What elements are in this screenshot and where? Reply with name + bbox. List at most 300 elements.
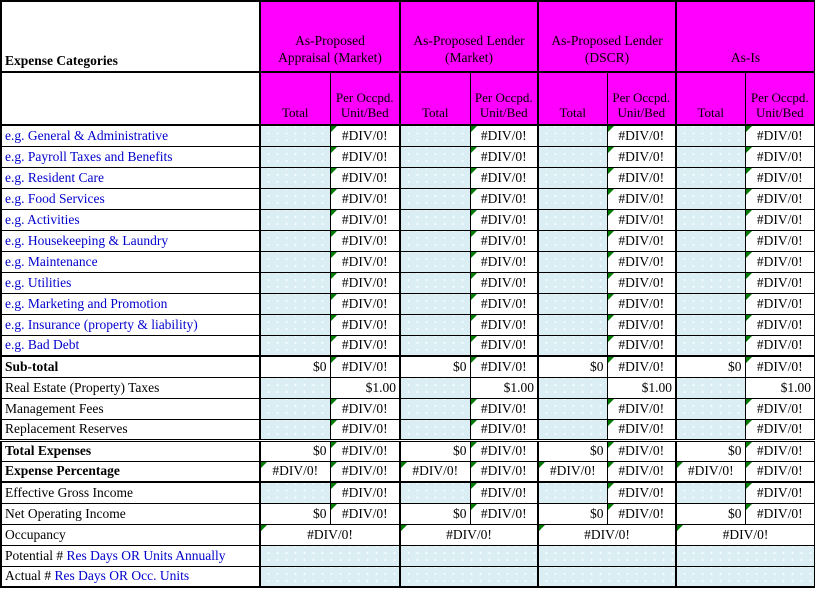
cell-merged[interactable] <box>676 545 815 566</box>
error-indicator-icon <box>331 147 337 153</box>
cell-per-unit[interactable] <box>607 146 676 167</box>
cell-merged[interactable] <box>676 566 815 587</box>
cell-value: #DIV/0! <box>480 211 527 227</box>
cell-value: #DIV/0! <box>341 358 388 374</box>
subheader-per-occpd-unit-bed[interactable]: Per Occpd. Unit/Bed <box>745 72 815 125</box>
cell-per-unit[interactable] <box>607 398 676 419</box>
error-indicator-icon <box>746 336 752 342</box>
cell-value: #DIV/0! <box>341 443 388 458</box>
cell-per-unit[interactable] <box>745 419 815 440</box>
cell-per-unit[interactable] <box>607 419 676 440</box>
cell-value: #DIV/0! <box>756 337 803 353</box>
cell-total[interactable] <box>538 461 607 482</box>
cell-value: #DIV/0! <box>480 484 527 500</box>
error-indicator-icon <box>608 168 614 174</box>
cell-total[interactable] <box>676 209 745 230</box>
subcolumn-header-row <box>1 72 815 125</box>
cell-per-unit[interactable] <box>607 293 676 314</box>
cell-total[interactable] <box>538 146 607 167</box>
cell-per-unit[interactable] <box>745 230 815 251</box>
cell-total[interactable]: $0 <box>260 503 330 524</box>
cell-per-unit[interactable] <box>745 188 815 209</box>
cell-total[interactable] <box>676 314 745 335</box>
cell-total[interactable]: $0 <box>538 440 607 461</box>
row-label[interactable]: Total Expenses <box>1 440 260 461</box>
cell-value: #DIV/0! <box>618 337 665 353</box>
cell-total[interactable] <box>538 419 607 440</box>
cell-total[interactable] <box>260 146 330 167</box>
cell-value: #DIV/0! <box>618 505 665 521</box>
cell-per-unit[interactable] <box>607 209 676 230</box>
cell-total[interactable] <box>676 146 745 167</box>
cell-per-unit[interactable] <box>745 167 815 188</box>
cell-per-unit[interactable] <box>470 293 538 314</box>
cell-value: #DIV/0! <box>756 400 803 416</box>
cell-per-unit[interactable] <box>470 356 538 377</box>
cell-total[interactable] <box>260 461 330 482</box>
error-indicator-icon <box>608 357 614 363</box>
cell-value: #DIV/0! <box>618 232 665 248</box>
cell-total[interactable]: $0 <box>260 356 330 377</box>
cell-per-unit[interactable] <box>607 314 676 335</box>
cell-per-unit[interactable] <box>470 461 538 482</box>
cell-total[interactable] <box>260 293 330 314</box>
cell-per-unit[interactable] <box>470 335 538 356</box>
cell-per-unit[interactable] <box>330 209 400 230</box>
cell-total[interactable] <box>400 251 470 272</box>
group-header-as-proposed-appraisal-market[interactable]: As-Proposed Appraisal (Market) <box>260 1 400 72</box>
row-label[interactable]: Occupancy <box>1 524 260 545</box>
expense-categories-header[interactable]: Expense Categories <box>1 1 260 72</box>
cell-total[interactable] <box>400 461 470 482</box>
group-header-as-is[interactable]: As-Is <box>676 1 815 72</box>
row-label[interactable]: e.g. Food Services <box>1 188 260 209</box>
cell-total[interactable]: $0 <box>538 503 607 524</box>
error-indicator-icon <box>331 252 337 258</box>
error-indicator-icon <box>261 462 267 468</box>
error-indicator-icon <box>331 315 337 321</box>
group-header-as-proposed-lender-dscr[interactable]: As-Proposed Lender (DSCR) <box>538 1 676 72</box>
cell-per-unit[interactable]: $1.00 <box>607 377 676 398</box>
cell-per-unit[interactable] <box>330 461 400 482</box>
cell-total[interactable]: $0 <box>676 503 745 524</box>
cell-total[interactable] <box>676 377 745 398</box>
cell-per-unit[interactable] <box>330 356 400 377</box>
subheader-total[interactable]: Total <box>676 72 745 125</box>
error-indicator-icon <box>331 168 337 174</box>
cell-value: #DIV/0! <box>618 148 665 164</box>
row-label[interactable]: e.g. Maintenance <box>1 251 260 272</box>
error-indicator-icon <box>746 483 752 489</box>
cell-per-unit[interactable] <box>470 440 538 461</box>
cell-total[interactable] <box>538 125 607 146</box>
cell-value: #DIV/0! <box>341 316 388 332</box>
cell-value: #DIV/0! <box>584 526 630 542</box>
cell-per-unit[interactable] <box>330 125 400 146</box>
cell-value: #DIV/0! <box>480 421 527 436</box>
cell-per-unit[interactable] <box>607 188 676 209</box>
cell-value: #DIV/0! <box>756 190 803 206</box>
subheader-per-occpd-unit-bed[interactable]: Per Occpd. Unit/Bed <box>607 72 676 125</box>
cell-total[interactable] <box>260 398 330 419</box>
cell-per-unit[interactable] <box>607 167 676 188</box>
cell-total[interactable] <box>676 335 745 356</box>
subheader-per-occpd-unit-bed[interactable]: Per Occpd. Unit/Bed <box>470 72 538 125</box>
error-indicator-icon <box>608 504 614 510</box>
cell-total[interactable] <box>400 125 470 146</box>
cell-value: #DIV/0! <box>756 484 803 500</box>
error-indicator-icon <box>331 442 337 448</box>
cell-total[interactable]: $0 <box>676 440 745 461</box>
cell-total[interactable] <box>676 230 745 251</box>
cell-value: #DIV/0! <box>618 211 665 227</box>
cell-total[interactable] <box>400 209 470 230</box>
cell-value: #DIV/0! <box>722 526 769 542</box>
cell-per-unit[interactable] <box>330 440 400 461</box>
cell-per-unit[interactable] <box>745 440 815 461</box>
error-indicator-icon <box>746 210 752 216</box>
cell-total[interactable] <box>538 398 607 419</box>
group-header-as-proposed-lender-market[interactable]: As-Proposed Lender (Market) <box>400 1 538 72</box>
cell-per-unit[interactable]: $1.00 <box>745 377 815 398</box>
cell-per-unit[interactable] <box>470 272 538 293</box>
cell-per-unit[interactable] <box>745 125 815 146</box>
cell-total[interactable]: $0 <box>400 503 470 524</box>
cell-total[interactable] <box>676 251 745 272</box>
cell-per-unit[interactable] <box>470 419 538 440</box>
table-row <box>1 230 815 251</box>
table-row <box>1 125 815 146</box>
cell-value: #DIV/0! <box>756 169 803 185</box>
cell-merged[interactable] <box>400 524 538 545</box>
cell-value: #DIV/0! <box>687 463 734 479</box>
error-indicator-icon <box>471 210 477 216</box>
table-row <box>1 356 815 377</box>
cell-total[interactable] <box>400 293 470 314</box>
cell-per-unit[interactable] <box>745 272 815 293</box>
error-indicator-icon <box>331 126 337 132</box>
cell-value: #DIV/0! <box>341 253 388 269</box>
cell-per-unit[interactable] <box>470 482 538 503</box>
cell-per-unit[interactable] <box>470 125 538 146</box>
row-label[interactable] <box>1 545 260 566</box>
error-indicator-icon <box>608 294 614 300</box>
cell-total[interactable] <box>400 314 470 335</box>
error-indicator-icon <box>331 294 337 300</box>
cell-per-unit[interactable] <box>330 482 400 503</box>
cell-value: #DIV/0! <box>480 295 527 311</box>
row-label-link: Res Days OR Units Annually <box>63 547 226 563</box>
cell-value: #DIV/0! <box>480 463 527 479</box>
cell-value: #DIV/0! <box>480 232 527 248</box>
cell-merged[interactable] <box>260 524 400 545</box>
cell-per-unit[interactable] <box>607 440 676 461</box>
table-row <box>1 146 815 167</box>
cell-total[interactable] <box>260 125 330 146</box>
cell-per-unit[interactable] <box>745 503 815 524</box>
error-indicator-icon <box>471 147 477 153</box>
error-indicator-icon <box>471 252 477 258</box>
group-header-row <box>1 1 815 72</box>
cell-value: #DIV/0! <box>618 421 665 436</box>
row-label[interactable] <box>1 566 260 587</box>
table-row <box>1 440 815 461</box>
cell-total[interactable] <box>538 167 607 188</box>
cell-per-unit[interactable] <box>607 272 676 293</box>
cell-per-unit[interactable] <box>607 356 676 377</box>
cell-total[interactable] <box>260 314 330 335</box>
cell-value: #DIV/0! <box>618 484 665 500</box>
cell-per-unit[interactable] <box>607 461 676 482</box>
cell-per-unit[interactable] <box>607 230 676 251</box>
error-indicator-icon <box>471 294 477 300</box>
error-indicator-icon <box>746 442 752 448</box>
cell-per-unit[interactable] <box>745 461 815 482</box>
row-label[interactable]: Replacement Reserves <box>1 419 260 440</box>
cell-merged[interactable] <box>400 566 538 587</box>
cell-merged[interactable] <box>676 524 815 545</box>
cell-merged[interactable] <box>260 566 400 587</box>
cell-merged[interactable] <box>260 545 400 566</box>
cell-total[interactable] <box>400 377 470 398</box>
cell-value: #DIV/0! <box>480 169 527 185</box>
cell-total[interactable] <box>260 230 330 251</box>
cell-per-unit[interactable] <box>745 482 815 503</box>
cell-value: #DIV/0! <box>756 421 803 436</box>
cell-total[interactable] <box>260 335 330 356</box>
cell-value: #DIV/0! <box>549 463 596 479</box>
row-label[interactable]: Management Fees <box>1 398 260 419</box>
cell-total[interactable] <box>260 209 330 230</box>
cell-value: #DIV/0! <box>480 253 527 269</box>
cell-per-unit[interactable] <box>470 188 538 209</box>
cell-total[interactable] <box>400 419 470 440</box>
cell-total[interactable]: $0 <box>260 440 330 461</box>
cell-per-unit[interactable] <box>330 146 400 167</box>
cell-value: #DIV/0! <box>756 463 803 479</box>
cell-per-unit[interactable] <box>330 230 400 251</box>
row-label[interactable]: Net Operating Income <box>1 503 260 524</box>
cell-per-unit[interactable] <box>745 335 815 356</box>
cell-total[interactable] <box>538 272 607 293</box>
table-row <box>1 524 815 545</box>
subheader-total[interactable]: Total <box>260 72 330 125</box>
cell-value: #DIV/0! <box>480 148 527 164</box>
cell-per-unit[interactable] <box>745 293 815 314</box>
cell-total[interactable] <box>400 146 470 167</box>
cell-total[interactable] <box>260 377 330 398</box>
cell-per-unit[interactable] <box>607 482 676 503</box>
cell-total[interactable]: $0 <box>676 356 745 377</box>
cell-total[interactable] <box>400 398 470 419</box>
cell-value: #DIV/0! <box>618 253 665 269</box>
row-label[interactable]: e.g. Activities <box>1 209 260 230</box>
error-indicator-icon <box>746 126 752 132</box>
cell-total[interactable] <box>400 335 470 356</box>
cell-per-unit[interactable] <box>470 230 538 251</box>
cell-per-unit[interactable] <box>470 209 538 230</box>
cell-per-unit[interactable] <box>607 251 676 272</box>
cell-value: #DIV/0! <box>480 400 527 416</box>
error-indicator-icon <box>471 462 477 468</box>
cell-total[interactable] <box>676 482 745 503</box>
cell-per-unit[interactable] <box>330 272 400 293</box>
cell-total[interactable] <box>676 293 745 314</box>
cell-value: #DIV/0! <box>341 127 388 143</box>
cell-merged[interactable] <box>538 545 676 566</box>
cell-value: #DIV/0! <box>480 443 527 458</box>
cell-total[interactable] <box>676 461 745 482</box>
cell-per-unit[interactable] <box>745 398 815 419</box>
cell-per-unit[interactable] <box>745 146 815 167</box>
cell-per-unit[interactable] <box>470 503 538 524</box>
cell-per-unit[interactable] <box>330 503 400 524</box>
cell-per-unit[interactable] <box>470 398 538 419</box>
row-label[interactable]: Effective Gross Income <box>1 482 260 503</box>
cell-value: #DIV/0! <box>341 421 388 436</box>
error-indicator-icon <box>608 252 614 258</box>
table-row <box>1 314 815 335</box>
row-label[interactable]: e.g. Insurance (property & liability) <box>1 314 260 335</box>
cell-total[interactable] <box>676 419 745 440</box>
error-indicator-icon <box>331 336 337 342</box>
cell-total[interactable] <box>538 230 607 251</box>
cell-total[interactable] <box>400 188 470 209</box>
cell-per-unit[interactable] <box>330 251 400 272</box>
error-indicator-icon <box>746 462 752 468</box>
cell-per-unit[interactable] <box>745 209 815 230</box>
cell-total[interactable] <box>400 167 470 188</box>
corner-blank-cell[interactable] <box>1 72 260 125</box>
cell-total[interactable] <box>538 482 607 503</box>
cell-per-unit[interactable] <box>607 335 676 356</box>
subheader-total[interactable]: Total <box>538 72 607 125</box>
table-row <box>1 461 815 482</box>
cell-value: #DIV/0! <box>341 484 388 500</box>
cell-per-unit[interactable] <box>330 167 400 188</box>
subheader-per-occpd-unit-bed[interactable]: Per Occpd. Unit/Bed <box>330 72 400 125</box>
cell-total[interactable] <box>400 482 470 503</box>
row-label[interactable]: e.g. Housekeeping & Laundry <box>1 230 260 251</box>
cell-per-unit[interactable] <box>607 125 676 146</box>
cell-merged[interactable] <box>400 545 538 566</box>
cell-per-unit[interactable] <box>745 251 815 272</box>
cell-total[interactable] <box>260 167 330 188</box>
error-indicator-icon <box>331 399 337 405</box>
cell-per-unit[interactable] <box>330 188 400 209</box>
cell-per-unit[interactable] <box>330 335 400 356</box>
cell-per-unit[interactable] <box>330 293 400 314</box>
cell-value: #DIV/0! <box>446 526 492 542</box>
cell-total[interactable] <box>676 125 745 146</box>
cell-per-unit[interactable] <box>745 356 815 377</box>
row-label[interactable]: e.g. Bad Debt <box>1 335 260 356</box>
cell-total[interactable] <box>676 167 745 188</box>
row-label[interactable]: e.g. Resident Care <box>1 167 260 188</box>
cell-value: #DIV/0! <box>341 505 388 521</box>
cell-per-unit[interactable] <box>330 398 400 419</box>
error-indicator-icon <box>746 231 752 237</box>
cell-total[interactable]: $0 <box>400 440 470 461</box>
table-row <box>1 335 815 356</box>
error-indicator-icon <box>608 315 614 321</box>
table-row <box>1 545 815 566</box>
error-indicator-icon <box>471 442 477 448</box>
row-label[interactable]: e.g. Marketing and Promotion <box>1 293 260 314</box>
cell-total[interactable] <box>538 335 607 356</box>
cell-merged[interactable] <box>538 524 676 545</box>
row-label-link: Res Days OR Occ. Units <box>51 568 190 584</box>
cell-total[interactable] <box>260 272 330 293</box>
row-label[interactable]: e.g. General & Administrative <box>1 125 260 146</box>
cell-total[interactable] <box>400 272 470 293</box>
row-label[interactable]: e.g. Payroll Taxes and Benefits <box>1 146 260 167</box>
cell-total[interactable] <box>676 398 745 419</box>
table-row <box>1 251 815 272</box>
table-row <box>1 566 815 587</box>
cell-total[interactable] <box>538 251 607 272</box>
error-indicator-icon <box>746 168 752 174</box>
cell-total[interactable] <box>260 188 330 209</box>
cell-total[interactable] <box>676 272 745 293</box>
error-indicator-icon <box>608 210 614 216</box>
row-label[interactable]: e.g. Utilities <box>1 272 260 293</box>
cell-value: #DIV/0! <box>341 337 388 353</box>
error-indicator-icon <box>746 399 752 405</box>
cell-merged[interactable] <box>538 566 676 587</box>
error-indicator-icon <box>471 189 477 195</box>
subheader-total[interactable]: Total <box>400 72 470 125</box>
error-indicator-icon <box>608 273 614 279</box>
cell-value: #DIV/0! <box>307 526 353 542</box>
cell-total[interactable]: $0 <box>538 356 607 377</box>
cell-per-unit[interactable] <box>470 251 538 272</box>
cell-total[interactable] <box>538 209 607 230</box>
cell-per-unit[interactable] <box>330 314 400 335</box>
error-indicator-icon <box>401 525 407 531</box>
error-indicator-icon <box>608 189 614 195</box>
cell-total[interactable] <box>400 230 470 251</box>
cell-total[interactable] <box>538 188 607 209</box>
cell-per-unit[interactable]: $1.00 <box>330 377 400 398</box>
table-row <box>1 398 815 419</box>
cell-per-unit[interactable] <box>330 419 400 440</box>
row-label[interactable]: Expense Percentage <box>1 461 260 482</box>
cell-total[interactable] <box>538 314 607 335</box>
cell-total[interactable] <box>260 251 330 272</box>
cell-total[interactable] <box>260 482 330 503</box>
row-label[interactable]: Sub-total <box>1 356 260 377</box>
cell-value: #DIV/0! <box>341 169 388 185</box>
cell-value: #DIV/0! <box>618 169 665 185</box>
cell-value: #DIV/0! <box>756 295 803 311</box>
error-indicator-icon <box>331 273 337 279</box>
row-label[interactable]: Real Estate (Property) Taxes <box>1 377 260 398</box>
cell-value: #DIV/0! <box>341 148 388 164</box>
cell-per-unit[interactable] <box>470 167 538 188</box>
cell-total[interactable] <box>676 188 745 209</box>
cell-value: #DIV/0! <box>756 316 803 332</box>
cell-per-unit[interactable] <box>745 314 815 335</box>
cell-per-unit[interactable]: $1.00 <box>470 377 538 398</box>
cell-per-unit[interactable] <box>607 503 676 524</box>
cell-total[interactable] <box>538 377 607 398</box>
cell-per-unit[interactable] <box>470 314 538 335</box>
cell-per-unit[interactable] <box>470 146 538 167</box>
cell-total[interactable] <box>260 419 330 440</box>
cell-total[interactable] <box>538 293 607 314</box>
cell-total[interactable]: $0 <box>400 356 470 377</box>
